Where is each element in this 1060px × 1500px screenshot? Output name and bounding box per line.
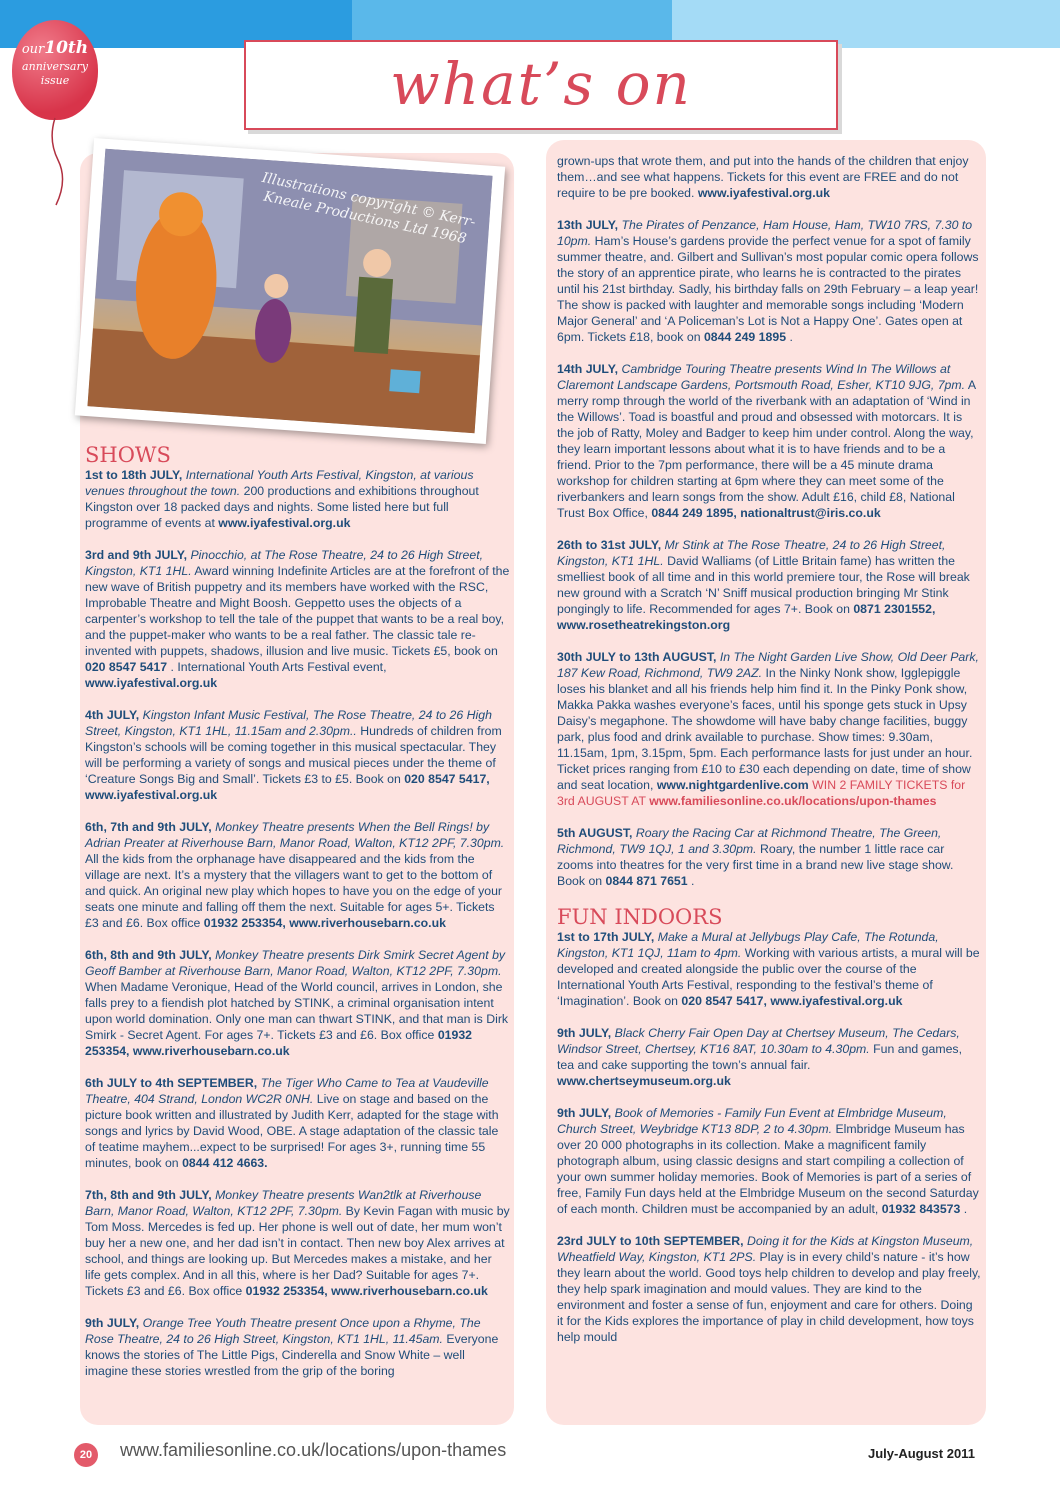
photo-copyright-caption: Illustrations copyright © Kerr-Kneale Productions Ltd 1968 <box>260 169 477 248</box>
event-date: 9th JULY, <box>557 1106 612 1120</box>
event-item <box>85 707 510 803</box>
section-heading-shows: SHOWS <box>85 443 171 467</box>
event-detail: Cambridge Touring Theatre presents Wind In The Willows at Claremont Landscape Gardens, Portsmouth Road, Esher, KT10 9JG, 7pm. <box>557 362 966 392</box>
event-detail: Monkey Theatre presents Dirk Smirk Secret Agent by Geoff Bamber at Riverhouse Barn, Manor Road, Walton, KT12 2PF, 7.30pm. <box>85 948 506 978</box>
event-promo: WIN 2 FAMILY TICKETS for 3rd AUGUST AT <box>557 778 966 808</box>
page-title: what’s on <box>390 50 692 118</box>
event-link[interactable]: www.iyafestival.org.uk <box>85 788 218 802</box>
event-date: 30th JULY to 13th AUGUST, <box>557 650 717 664</box>
event-text: Everyone knows the stories of The Little Pigs, Cinderella and Snow White – well imagine these stories wrestled from the grip of the boring <box>85 1332 499 1378</box>
event-item <box>557 1233 982 1345</box>
page-title-box <box>244 40 838 130</box>
balloon-line1: our <box>21 42 45 57</box>
event-phone[interactable]: 020 8547 5417 <box>85 660 168 674</box>
event-date: 1st to 17th JULY, <box>557 930 655 944</box>
event-text-extra: . <box>789 330 793 344</box>
footer-url[interactable]: www.familiesonline.co.uk/locations/upon-thames <box>120 1440 507 1460</box>
event-date: 26th to 31st JULY, <box>557 538 662 552</box>
event-date: 5th AUGUST, <box>557 826 633 840</box>
right-event-list <box>557 217 982 889</box>
event-text: Award winning Indefinite Articles are at the forefront of the new wave of British puppetry and its members have worked with the RSC, Improbable Theatre and Might Boosh. Geppetto uses the objects of a carpenter’s workshop to tell the tale of the puppet that wants to be a real boy, and the puppet-maker who wants to be a real father. The classic tale re-invented with puppets, shadows, illusion and live music. Tickets £5, book on <box>85 564 510 658</box>
event-link[interactable]: www.riverhousebarn.co.uk <box>132 1044 290 1058</box>
event-link[interactable]: www.rosetheatrekingston.org <box>557 618 731 632</box>
event-text: By Kevin Fagan with music by Tom Moss. Mercedes is fed up. Her phone is well out of date, her mum won’t buy her a new one, and her dad isn’t in contact. Then new boy Alex arrives at school, and things are looking up. But Mercedes makes a mistake, and her life gets complex. And in all this, where is her Dad? Suitable for ages 7+. Tickets £3 and £6. Box office <box>85 1204 510 1298</box>
event-date: 6th, 7th and 9th JULY, <box>85 820 212 834</box>
event-link[interactable]: www.riverhousebarn.co.uk <box>331 1284 488 1298</box>
event-detail: Mr Stink at The Rose Theatre, 24 to 26 High Street, Kingston, KT1 1HL. <box>557 538 946 568</box>
event-link[interactable]: www.chertseymuseum.org.uk <box>557 1074 731 1088</box>
event-text: Play is in every child’s nature - it’s how they learn about the world. Good toys help children to develop and play freely, they help spark imagination and mould values. They are kind to the environment and foster a sense of fun, enjoyment and care for others. Doing it for the Kids explores the importance of play in child development, how toys help mould <box>557 1250 981 1344</box>
event-text: Ham’s House’s gardens provide the perfect venue for a spot of family summer theatre, and. Gilbert and Sullivan’s most popular comic opera follows the story of an apprentice pirate, who learns he is contracted to the pirates until his 21st birthday. Sadly, his birthday falls on 29th February – a leap year! The show is packed with laughter and memorable songs including ‘Modern Major General’ and ‘A Policeman’s Lot is Not a Happy One’. Gates open at 6pm. Tickets £18, book on <box>557 234 979 344</box>
event-text: Roary, the number 1 little race car zooms into theatres for the very first time in a brand new live stage show. Book on <box>557 842 954 888</box>
event-phone[interactable]: 0871 2301552, <box>853 602 936 616</box>
event-detail: In The Night Garden Live Show, Old Deer Park, 187 Kew Road, Richmond, TW9 2AZ. <box>557 650 979 680</box>
event-item <box>557 1105 982 1217</box>
left-event-list <box>85 547 510 1379</box>
event-phone[interactable]: 01932 843573 <box>881 1202 961 1216</box>
event-date: 4th JULY, <box>85 708 140 722</box>
show-photo <box>87 149 492 433</box>
page-number-badge: 20 <box>74 1443 98 1467</box>
event-item <box>557 929 982 1009</box>
event-link[interactable]: www.iyafestival.org.uk <box>770 994 903 1008</box>
show-photo-frame <box>75 138 505 444</box>
event-date: 13th JULY, <box>557 218 619 232</box>
event-phone[interactable]: 0844 249 1895, <box>651 506 737 520</box>
footer-issue-date: July-August 2011 <box>868 1446 975 1461</box>
event-item <box>85 819 510 931</box>
event-link[interactable]: www.iyafestival.org.uk <box>218 516 351 530</box>
event-item <box>85 1315 510 1379</box>
event-item <box>85 467 510 531</box>
event-item <box>85 547 510 691</box>
event-item <box>557 825 982 889</box>
event-phone[interactable]: 01932 253354, <box>245 1284 328 1298</box>
event-phone[interactable]: 0844 412 4663. <box>182 1156 268 1170</box>
event-text: Elmbridge Museum has over 20 000 photographs in its collection. Make a magnificent family photograph album, using classic designs and start compiling a collection of your own summer holiday memories. Book of Memories is part of a series of free, Family Fun days held at the Elmbridge Museum on the second Saturday of each month. Children must be accompanied by an adult, <box>557 1122 979 1216</box>
event-detail: Doing it for the Kids at Kingston Museum, Wheatfield Way, Kingston, KT1 2PS. <box>557 1234 974 1264</box>
event-text-extra: . <box>963 1202 968 1216</box>
event-detail: Pinocchio, at The Rose Theatre, 24 to 26 High Street, Kingston, KT1 1HL. <box>85 548 484 578</box>
event-item <box>557 361 982 521</box>
event-item <box>557 1025 982 1089</box>
event-link[interactable]: www.iyafestival.org.uk <box>85 676 218 690</box>
event-text: grown-ups that wrote them, and put into the hands of the children that enjoy them…and see what happens. Tickets for this event are FREE and do not require to be pre booked. <box>557 154 969 200</box>
balloon-number: 10th <box>44 38 89 58</box>
event-phone[interactable]: 01932 253354, <box>85 1028 473 1058</box>
event-detail: Roary the Racing Car at Richmond Theatre, The Green, Richmond, TW9 1QJ, 1 and 3.30pm. <box>557 826 942 856</box>
event-item <box>85 1187 510 1299</box>
event-text: A merry romp through the world of the riverbank with an adaptation of ‘Wind in the Willows’. Toad is boastful and proud and obsessed with motorcars. It is the job of Ratty, Moley and Badger to keep him under control. Along the way, they learn important lessons about what it is to have friends and to be a friend. Prior to the 7pm performance, there will be a 45 minute drama workshop for children starting at 6pm where they can meet some of the riverbankers and learn songs from the show. Adult £16, child £8, National Trust Box Office, <box>557 378 976 520</box>
section-heading-fun-indoors: FUN INDOORS <box>557 905 723 929</box>
event-item <box>557 217 982 345</box>
event-text: Working with various artists, a mural will be developed and created alongside the public over the course of the International Youth Arts Festival, responding to the festival’s theme of ‘Imagination’. Book on <box>557 946 980 1008</box>
event-promo-link[interactable]: www.familiesonline.co.uk/locations/upon-thames <box>649 794 937 808</box>
event-text-extra: . International Youth Arts Festival event, <box>170 660 387 674</box>
event-date: 6th, 8th and 9th JULY, <box>85 948 212 962</box>
event-item <box>85 1075 510 1171</box>
event-text: Fun and games, tea and cake supporting the town’s annual fair. <box>557 1042 962 1072</box>
event-text: Live on stage and based on the picture book written and illustrated by Judith Kerr, adapted for the stage with songs and lyrics by David Wood, OBE. A stage adaptation of the classic tale of teatime mayhem...expect to be surprised! For ages 3+, running time 55 minutes, book on <box>85 1092 499 1170</box>
event-item <box>557 537 982 633</box>
event-text-extra: . <box>691 874 695 888</box>
event-link[interactable]: www.nightgardenlive.com <box>656 778 809 792</box>
event-detail: Kingston Infant Music Festival, The Rose Theatre, 24 to 26 High Street, Kingston, KT1 1HL, 11.15am and 2.30pm.. <box>85 708 492 738</box>
indoor-event-list <box>557 929 982 1345</box>
left-column-text <box>85 443 510 1395</box>
event-detail: International Youth Arts Festival, Kingston, at various venues throughout the town. <box>85 468 474 498</box>
balloon-line2: anniversary <box>22 60 88 73</box>
event-item <box>85 947 510 1059</box>
event-text: Hundreds of children from Kingston’s schools will be coming together in this musical spectacular. They will be performing a variety of songs and musical pieces under the theme of ‘Creature Songs Big and Small’. Tickets £3 to £5. Book on <box>85 724 502 786</box>
event-phone[interactable]: 01932 253354, <box>203 916 286 930</box>
event-phone[interactable]: 020 8547 5417, <box>404 772 490 786</box>
right-column-text <box>557 153 982 1361</box>
event-detail: Make a Mural at Jellybugs Play Cafe, The Rotunda, Kingston, KT1 1QJ, 11am to 4pm. <box>557 930 939 960</box>
event-text: David Walliams (of Little Britain fame) has written the smelliest book of all time and in this world premiere tour, the Rose will break new ground with a Scratch ‘N’ Sniff musical production bringing Mr Stink pongingly to life. Recommended for ages 7+. Book on <box>557 554 970 616</box>
event-detail: Monkey Theatre presents When the Bell Rings! by Adrian Preater at Riverhouse Barn, Manor Road, Walton, KT12 2PF, 7.30pm. <box>85 820 505 850</box>
balloon-line3: issue <box>40 74 70 87</box>
event-date: 9th JULY, <box>557 1026 612 1040</box>
event-phone[interactable]: 020 8547 5417, <box>681 994 767 1008</box>
event-detail: Monkey Theatre presents Wan2tlk at Riverhouse Barn, Manor Road, Walton, KT12 2PF, 7.30pm. <box>85 1188 482 1218</box>
event-detail: The Tiger Who Came to Tea at Vaudeville Theatre, 404 Strand, London WC2R 0NH. <box>85 1076 489 1106</box>
event-item <box>557 649 982 809</box>
event-detail: The Pirates of Penzance, Ham House, Ham, TW10 7RS, 7.30 to 10pm. <box>557 218 973 248</box>
event-date: 3rd and 9th JULY, <box>85 548 188 562</box>
event-link[interactable]: www.iyafestival.org.uk <box>697 186 830 200</box>
event-date: 6th JULY to 4th SEPTEMBER, <box>85 1076 258 1090</box>
event-detail: Orange Tree Youth Theatre present Once upon a Rhyme, The Rose Theatre, 24 to 26 High Street, Kingston, KT1 1HL, 11.45am. <box>85 1316 481 1346</box>
event-continuation <box>557 153 982 201</box>
event-date: 23rd JULY to 10th SEPTEMBER, <box>557 1234 744 1248</box>
event-date: 9th JULY, <box>85 1316 140 1330</box>
event-date: 14th JULY, <box>557 362 619 376</box>
event-detail: Black Cherry Fair Open Day at Chertsey Museum, The Cedars, Windsor Street, Chertsey, KT16 8AT, 10.30am to 4.30pm. <box>557 1026 960 1056</box>
event-phone[interactable]: 0844 249 1895 <box>703 330 787 344</box>
event-link[interactable]: nationaltrust@iris.co.uk <box>740 506 881 520</box>
event-date: 7th, 8th and 9th JULY, <box>85 1188 212 1202</box>
event-text: 200 productions and exhibitions throughout Kingston over 18 packed days and nights. Some listed here but full programme of events at <box>85 484 479 530</box>
event-text: All the kids from the orphanage have disappeared and the kids from the village are next. It’s a mystery that the villagers want to get to the bottom of and quick. An original new play which hopes to have you on the edge of your seats one minute and falling off them the next. Suitable for ages 5+. Tickets £3 and £6. Box office <box>85 852 503 930</box>
event-date: 1st to 18th JULY, <box>85 468 183 482</box>
event-text: When Madame Veronique, Head of the World council, arrives in London, she falls prey to a fiendish plot hatched by STINK, a criminal organisation intent upon world domination. Only one man can thwart STINK, and that man is Dirk Smirk - Secret Agent. For ages 7+. Tickets £3 and £6. Box office <box>85 980 509 1042</box>
event-text: In the Ninky Nonk show, Igglepiggle loses his blanket and all his friends help him find it. In the Pinky Ponk show, Makka Pakka washes everyone’s faces, until his sponge gets stuck in Upsy Daisy’s megaphone. The showdome will have baby change facilities, buggy park, plus food and drink available to purchase. Show times: 9.30am, 11.15am, 1pm, 3.15pm, 5pm. Each performance lasts for just under an hour. Ticket prices ranging from £10 to £30 each depending on date, time of show and seat location, <box>557 666 973 792</box>
event-phone[interactable]: 0844 871 7651 <box>605 874 688 888</box>
event-detail: Book of Memories - Family Fun Event at Elmbridge Museum, Church Street, Weybridge KT13 8DP, 2 to 4.30pm. <box>557 1106 947 1136</box>
event-link[interactable]: www.riverhousebarn.co.uk <box>289 916 446 930</box>
